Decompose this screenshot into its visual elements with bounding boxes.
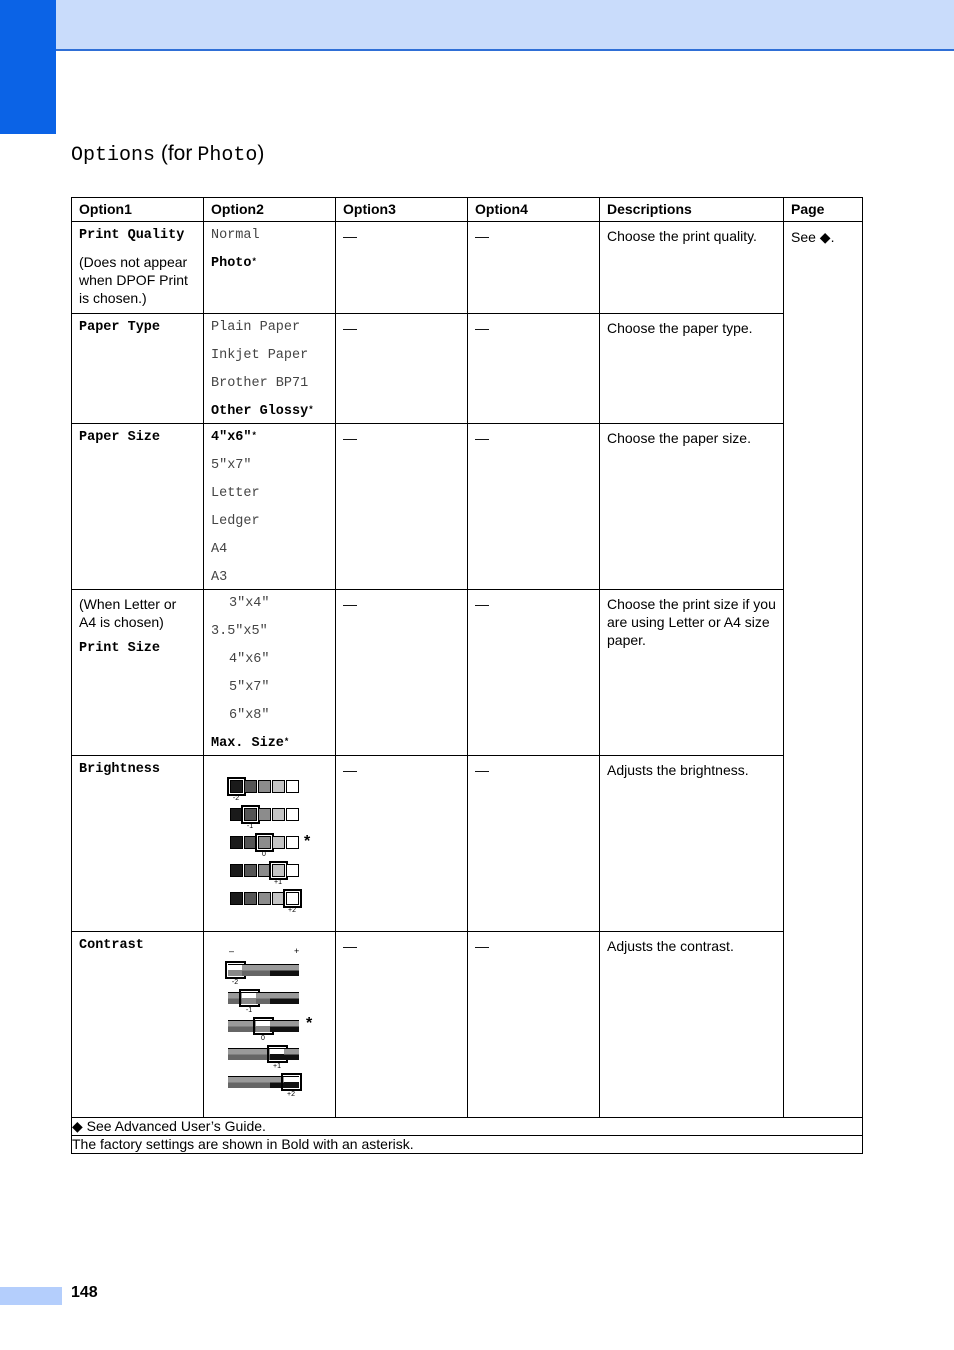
table-row bbox=[72, 932, 863, 1118]
brightness-swatch bbox=[258, 836, 271, 849]
option3-dash: — bbox=[343, 938, 357, 954]
footnote-row bbox=[72, 1136, 863, 1154]
brightness-swatch bbox=[272, 892, 285, 905]
brightness-swatch bbox=[258, 864, 271, 877]
desc-paper-type: Choose the paper type. bbox=[607, 320, 753, 336]
contrast-swatch bbox=[256, 964, 271, 976]
brightness-swatch bbox=[230, 864, 243, 877]
option3-dash: — bbox=[343, 228, 357, 244]
contrast-swatch bbox=[228, 992, 243, 1004]
contrast-swatch bbox=[228, 1076, 243, 1088]
contrast-level-label: +1 bbox=[273, 1063, 281, 1070]
brightness-level-label: +1 bbox=[274, 879, 282, 886]
contrast-level-row bbox=[228, 962, 328, 990]
value-max-size-default: Max. Size bbox=[211, 736, 284, 751]
table-row bbox=[72, 424, 863, 590]
page-ref: See ◆. bbox=[791, 229, 835, 245]
table-row bbox=[72, 314, 863, 424]
desc-brightness: Adjusts the brightness. bbox=[607, 762, 749, 778]
contrast-level-label: -2 bbox=[231, 979, 239, 986]
footnote-factory-settings: The factory settings are shown in Bold with an asterisk. bbox=[72, 1136, 863, 1154]
brightness-level-row bbox=[230, 833, 328, 864]
value-5x7: 5"x7" bbox=[211, 458, 252, 473]
option3-dash: — bbox=[343, 762, 357, 778]
value-4x6: 4"x6" bbox=[229, 652, 270, 667]
chapter-side-tab bbox=[0, 0, 56, 134]
contrast-swatch bbox=[242, 992, 257, 1004]
opt1-note-letter-a4: (When Letter or A4 is chosen) bbox=[79, 596, 177, 630]
default-asterisk: * bbox=[306, 1015, 313, 1032]
brightness-swatch bbox=[272, 780, 285, 793]
value-ledger: Ledger bbox=[211, 514, 260, 529]
desc-paper-size: Choose the paper size. bbox=[607, 430, 751, 446]
option4-dash: — bbox=[475, 938, 489, 954]
opt1-print-quality: Print Quality bbox=[79, 228, 185, 243]
brightness-level-row bbox=[230, 808, 328, 836]
brightness-level-row bbox=[230, 780, 328, 808]
desc-contrast: Adjusts the contrast. bbox=[607, 938, 734, 954]
options-table bbox=[71, 197, 863, 1154]
page-number-tab bbox=[0, 1287, 62, 1305]
table-row bbox=[72, 756, 863, 932]
option3-dash: — bbox=[343, 320, 357, 336]
contrast-swatch bbox=[284, 992, 299, 1004]
contrast-level-row bbox=[228, 1015, 328, 1046]
brightness-swatch bbox=[286, 892, 299, 905]
table-header-row bbox=[72, 198, 863, 222]
option4-dash: — bbox=[475, 596, 489, 612]
default-asterisk: * bbox=[251, 257, 257, 267]
opt1-paper-type: Paper Type bbox=[79, 320, 161, 335]
contrast-swatch bbox=[256, 1020, 271, 1032]
brightness-swatch bbox=[286, 808, 299, 821]
value-brother-bp71: Brother BP71 bbox=[211, 376, 309, 391]
contrast-swatch bbox=[284, 1076, 299, 1088]
header-option1: Option1 bbox=[72, 198, 204, 222]
brightness-level-row bbox=[230, 864, 328, 892]
contrast-level-row bbox=[228, 1074, 328, 1102]
brightness-level-label: -2 bbox=[232, 795, 240, 802]
opt1-print-size: Print Size bbox=[79, 641, 161, 656]
value-other-glossy-default: Other Glossy bbox=[211, 404, 309, 419]
opt1-contrast: Contrast bbox=[79, 938, 144, 953]
footnote-advanced-guide: ◆ See Advanced User’s Guide. bbox=[72, 1118, 863, 1136]
top-header-band bbox=[0, 0, 954, 51]
contrast-swatch bbox=[270, 1020, 285, 1032]
value-a4: A4 bbox=[211, 542, 228, 557]
page-number: 148 bbox=[71, 1284, 98, 1301]
brightness-swatch bbox=[244, 892, 257, 905]
brightness-swatch bbox=[286, 836, 299, 849]
header-option2: Option2 bbox=[204, 198, 336, 222]
brightness-swatch bbox=[244, 864, 257, 877]
contrast-plus-label: + bbox=[294, 946, 300, 956]
option4-dash: — bbox=[475, 762, 489, 778]
default-asterisk: * bbox=[251, 431, 257, 441]
section-heading bbox=[71, 142, 264, 167]
header-option3: Option3 bbox=[336, 198, 468, 222]
contrast-level-label: +2 bbox=[287, 1091, 295, 1098]
contrast-level-row bbox=[228, 990, 328, 1018]
brightness-swatch bbox=[230, 808, 243, 821]
contrast-swatch bbox=[284, 1020, 299, 1032]
contrast-swatch bbox=[256, 1076, 271, 1088]
contrast-swatch bbox=[270, 1076, 285, 1088]
contrast-swatch bbox=[270, 1048, 285, 1060]
option4-dash: — bbox=[475, 320, 489, 336]
value-letter: Letter bbox=[211, 486, 260, 501]
brightness-swatch bbox=[272, 836, 285, 849]
contrast-swatch bbox=[270, 992, 285, 1004]
desc-print-size: Choose the print size if you are using Letter or A4 size paper. bbox=[607, 596, 776, 648]
brightness-level-label: +2 bbox=[288, 907, 296, 914]
contrast-minus-label: – bbox=[229, 946, 235, 956]
option4-dash: — bbox=[475, 228, 489, 244]
table-row bbox=[72, 222, 863, 314]
brightness-swatch bbox=[258, 808, 271, 821]
default-asterisk: * bbox=[283, 737, 290, 747]
heading-close-paren: ) bbox=[257, 142, 265, 165]
value-photo-default: Photo bbox=[211, 256, 252, 271]
option3-dash: — bbox=[343, 596, 357, 612]
default-asterisk: * bbox=[308, 405, 314, 415]
header-option4: Option4 bbox=[468, 198, 600, 222]
heading-photo: Photo bbox=[197, 144, 258, 167]
brightness-swatch bbox=[286, 780, 299, 793]
brightness-swatch bbox=[272, 808, 285, 821]
brightness-swatch bbox=[244, 780, 257, 793]
brightness-swatch bbox=[258, 780, 271, 793]
desc-print-quality: Choose the print quality. bbox=[607, 228, 757, 244]
value-4x6-default: 4"x6" bbox=[211, 430, 252, 445]
option4-dash: — bbox=[475, 430, 489, 446]
brightness-swatch bbox=[244, 808, 257, 821]
contrast-level-label: -1 bbox=[245, 1007, 253, 1014]
contrast-swatch bbox=[228, 964, 243, 976]
brightness-level-label: -1 bbox=[246, 823, 254, 830]
contrast-swatch bbox=[284, 1048, 299, 1060]
contrast-swatch bbox=[284, 964, 299, 976]
contrast-swatch bbox=[256, 1048, 271, 1060]
option3-dash: — bbox=[343, 430, 357, 446]
value-3-5x5: 3.5"x5" bbox=[211, 624, 268, 639]
contrast-level-label: 0 bbox=[261, 1035, 265, 1042]
header-descriptions: Descriptions bbox=[600, 198, 784, 222]
brightness-swatch bbox=[230, 836, 243, 849]
brightness-swatch bbox=[258, 892, 271, 905]
contrast-swatch bbox=[228, 1020, 243, 1032]
value-normal: Normal bbox=[211, 228, 260, 243]
contrast-swatch bbox=[242, 1020, 257, 1032]
brightness-level-row bbox=[230, 892, 328, 920]
contrast-level-row bbox=[228, 1046, 328, 1074]
contrast-scale bbox=[204, 932, 335, 1102]
heading-for: (for bbox=[160, 142, 193, 165]
value-3x4: 3"x4" bbox=[229, 596, 270, 611]
opt1-note-dpof: (Does not appear when DPOF Print is chosen.) bbox=[79, 254, 188, 306]
value-a3: A3 bbox=[211, 570, 228, 585]
brightness-swatch bbox=[286, 864, 299, 877]
contrast-swatch bbox=[242, 964, 257, 976]
brightness-level-label: 0 bbox=[262, 851, 266, 858]
brightness-swatch bbox=[230, 780, 243, 793]
brightness-swatch bbox=[230, 892, 243, 905]
brightness-scale bbox=[204, 756, 335, 920]
opt1-paper-size: Paper Size bbox=[79, 430, 161, 445]
contrast-swatch bbox=[256, 992, 271, 1004]
header-page: Page bbox=[784, 198, 863, 222]
value-inkjet-paper: Inkjet Paper bbox=[211, 348, 309, 363]
table-row bbox=[72, 590, 863, 756]
default-asterisk: * bbox=[304, 833, 311, 850]
brightness-swatch bbox=[272, 864, 285, 877]
contrast-swatch bbox=[270, 964, 285, 976]
opt1-brightness: Brightness bbox=[79, 762, 161, 777]
contrast-swatch bbox=[242, 1048, 257, 1060]
footnote-row bbox=[72, 1118, 863, 1136]
heading-options: Options bbox=[71, 144, 156, 167]
contrast-swatch bbox=[228, 1048, 243, 1060]
contrast-swatch bbox=[242, 1076, 257, 1088]
brightness-swatch bbox=[244, 836, 257, 849]
value-5x7: 5"x7" bbox=[229, 680, 270, 695]
value-plain-paper: Plain Paper bbox=[211, 320, 301, 335]
value-6x8: 6"x8" bbox=[229, 708, 270, 723]
